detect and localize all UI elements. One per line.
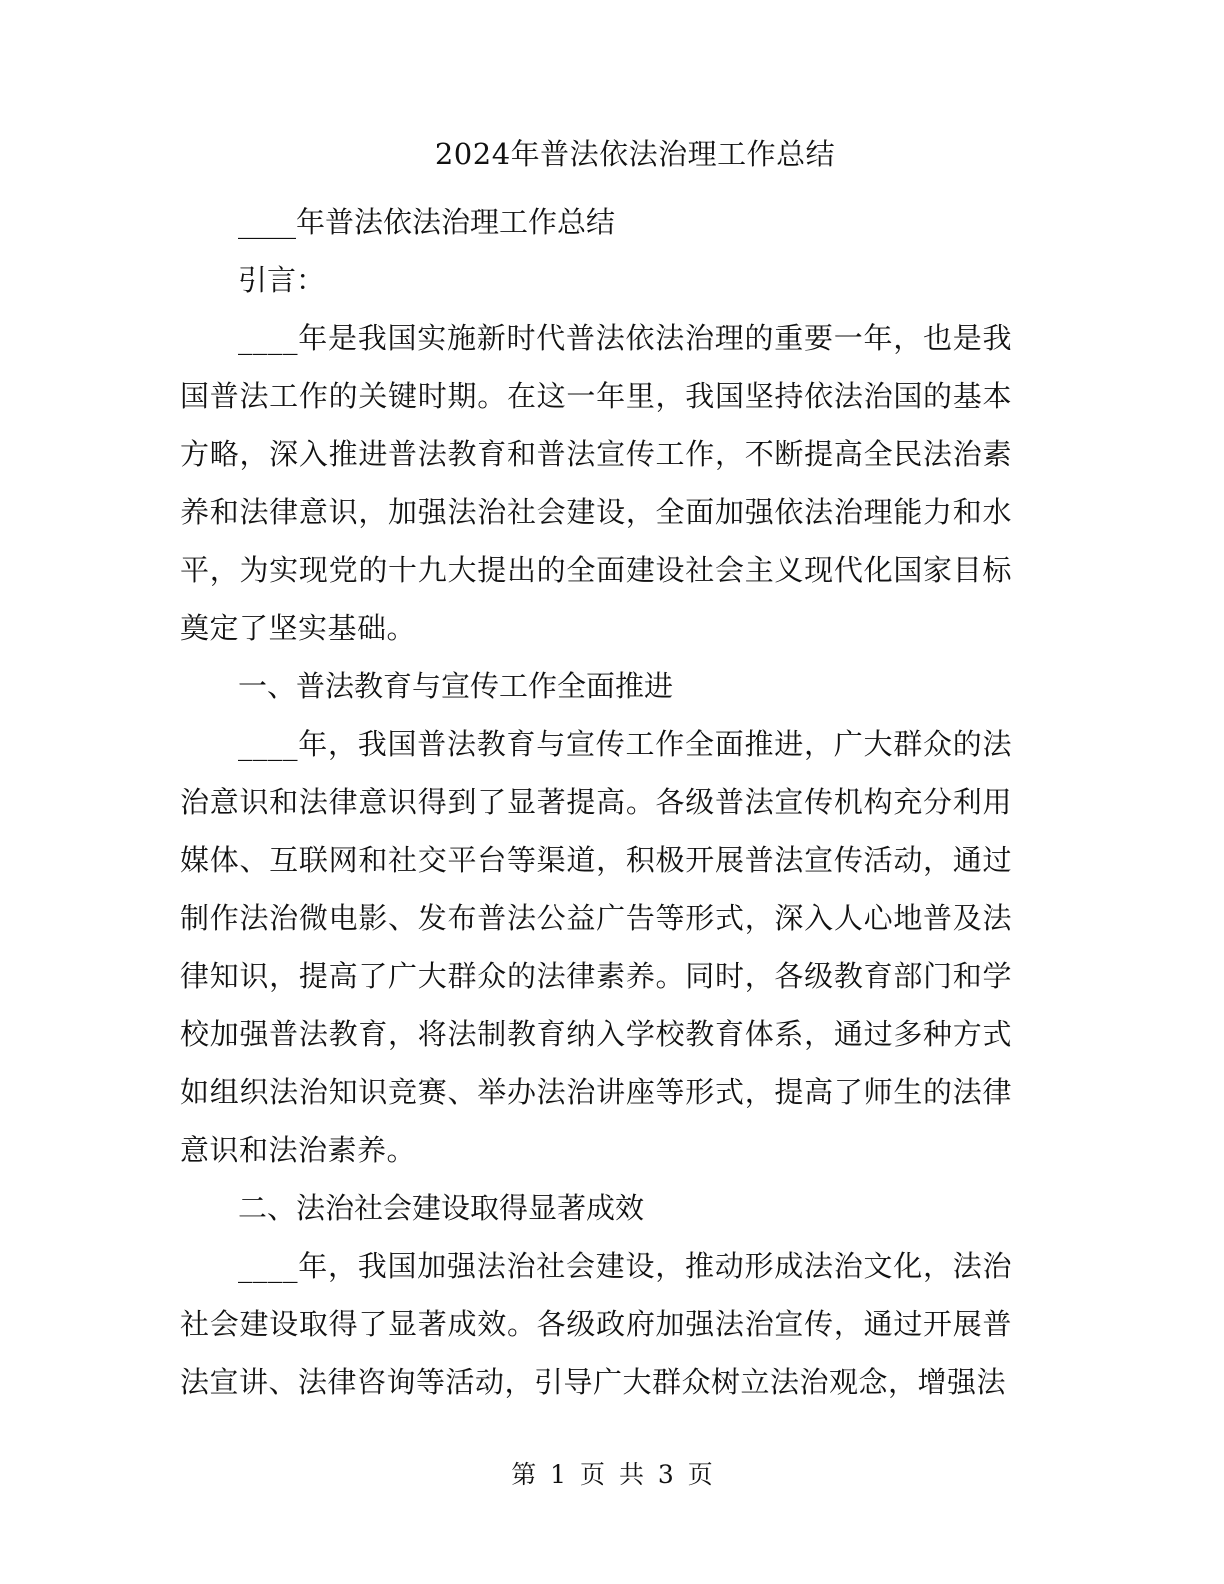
page-number-footer: 第 1 页 共 3 页 <box>511 1460 713 1489</box>
section2-paragraph: ____年，我国加强法治社会建设，推动形成法治文化，法治社会建设取得了显著成效。各级政府加强法治宣传，通过开展普法宣讲、法律咨询等活动，引导广大群众树立法治观念，增强法 <box>180 1249 1012 1399</box>
document-subtitle: ____年普法依法治理工作总结 <box>238 205 616 239</box>
document-body <box>180 193 1012 1411</box>
section1-heading: 一、普法教育与宣传工作全面推进 <box>238 669 674 703</box>
document-title: 2024年普法依法治理工作总结 <box>434 137 836 171</box>
intro-paragraph: ____年是我国实施新时代普法依法治理的重要一年，也是我国普法工作的关键时期。在这一年里，我国坚持依法治国的基本方略，深入推进普法教育和普法宣传工作，不断提高全民法治素养和法律意识，加强法治社会建设，全面加强依法治理能力和水平，为实现党的十九大提出的全面建设社会主义现代化国家目标奠定了坚实基础。 <box>180 321 1012 645</box>
section1-paragraph: ____年，我国普法教育与宣传工作全面推进，广大群众的法治意识和法律意识得到了显著提高。各级普法宣传机构充分利用媒体、互联网和社交平台等渠道，积极开展普法宣传活动，通过制作法治微电影、发布普法公益广告等形式，深入人心地普及法律知识，提高了广大群众的法律素养。同时，各级教育部门和学校加强普法教育，将法制教育纳入学校教育体系，通过多种方式如组织法治知识竞赛、举办法治讲座等形式，提高了师生的法律意识和法治素养。 <box>180 727 1012 1167</box>
intro-label: 引言： <box>238 263 326 297</box>
section2-heading: 二、法治社会建设取得显著成效 <box>238 1191 645 1225</box>
